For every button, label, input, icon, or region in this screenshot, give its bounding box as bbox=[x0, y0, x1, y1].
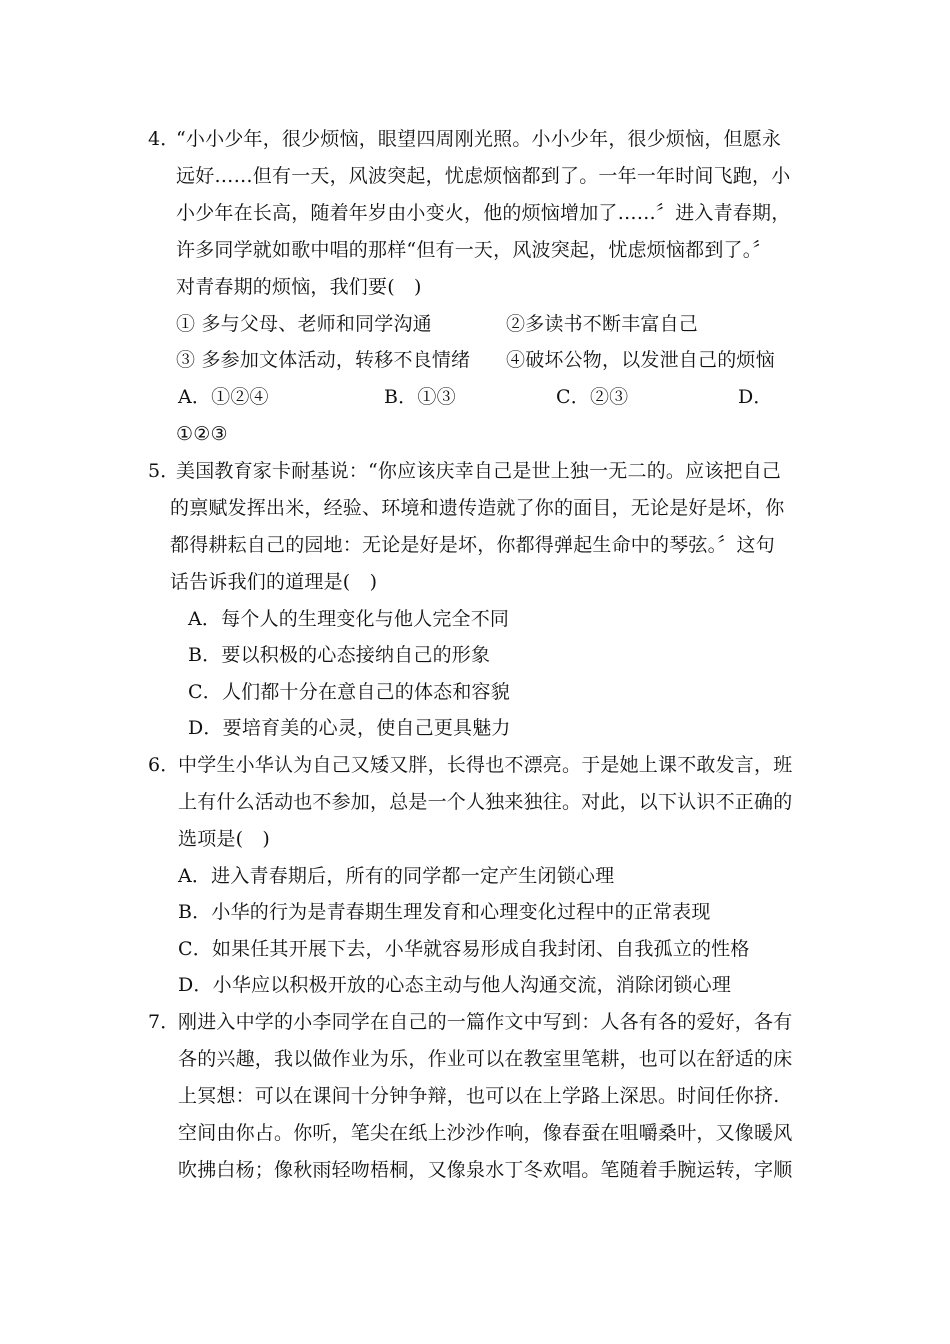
question-5-option-d: D．要培育美的心灵，使自己更具魅力 bbox=[188, 717, 511, 739]
question-4-item-4: ④破坏公物，以发泄自己的烦恼 bbox=[506, 349, 775, 371]
question-5-option-a: A．每个人的生理变化与他人完全不同 bbox=[188, 608, 510, 630]
question-5-option-c: C．人们都十分在意自己的体态和容貌 bbox=[188, 681, 510, 703]
question-7-number: 7． bbox=[148, 1011, 180, 1033]
question-4-option-b: B．①③ bbox=[384, 386, 456, 408]
question-6-stem-line-1: 中学生小华认为自己又矮又胖，长得也不漂亮。于是她上课不敢发言，班 bbox=[178, 754, 793, 776]
question-6-stem-line-2: 上有什么活动也不参加，总是一个人独来独往。对此，以下认识不正确的 bbox=[178, 791, 793, 813]
question-7-stem-line-1: 刚进入中学的小李同学在自己的一篇作文中写到：人各有各的爱好，各有 bbox=[178, 1011, 793, 1033]
question-7-stem-line-4: 空间由你占。你听，笔尖在纸上沙沙作响，像春蚕在咀嚼桑叶，又像暖风 bbox=[178, 1122, 793, 1144]
question-4-option-c: C．②③ bbox=[556, 386, 629, 408]
question-4-item-3: ③ 多参加文体活动，转移不良情绪 bbox=[176, 349, 471, 371]
question-6-option-d: D．小华应以积极开放的心态主动与他人沟通交流，消除闭锁心理 bbox=[178, 974, 732, 996]
question-4-stem-line-2: 远好……但有一天，风波突起，忧虑烦恼都到了。一年一年时间飞跑，小 bbox=[176, 165, 791, 187]
question-4-stem-line-5: 对青春期的烦恼，我们要( ) bbox=[176, 276, 422, 298]
question-5-stem-line-4: 话告诉我们的道理是( ) bbox=[170, 571, 378, 593]
question-4-option-d-continued: ①②③ bbox=[176, 423, 228, 445]
question-4-stem-line-3: 小少年在长高，随着年岁由小变火，他的烦恼增加了……〞进入青春期， bbox=[176, 202, 791, 224]
question-4-item-2: ②多读书不断丰富自己 bbox=[506, 313, 699, 335]
question-6-option-c: C．如果任其开展下去，小华就容易形成自我封闭、自我孤立的性格 bbox=[178, 938, 750, 960]
question-4-option-a: A．①②④ bbox=[178, 386, 269, 408]
question-5-stem-line-2: 的禀赋发挥出米，经验、环境和遗传造就了你的面目，无论是好是坏，你 bbox=[170, 497, 785, 519]
question-6-number: 6． bbox=[148, 754, 180, 776]
question-7-stem-line-5: 吹拂白杨；像秋雨轻吻梧桐，又像泉水丁冬欢唱。笔随着手腕运转，字顺 bbox=[178, 1159, 793, 1181]
question-5-number: 5． bbox=[148, 460, 180, 482]
question-7-stem-line-3: 上冥想：可以在课间十分钟争辩，也可以在上学路上深思。时间任你挤. bbox=[178, 1085, 780, 1107]
question-4-option-d: D． bbox=[738, 386, 773, 408]
question-4-stem-line-1: “小小少年，很少烦恼，眼望四周刚光照。小小少年，很少烦恼，但愿永 bbox=[176, 128, 782, 150]
question-4-stem-line-4: 许多同学就如歌中唱的那样“但有一天，风波突起，忧虑烦恼都到了。〞 bbox=[176, 239, 772, 261]
question-5-stem-line-3: 都得耕耘自己的园地：无论是好是坏，你都得弹起生命中的琴弦。〞这句 bbox=[170, 534, 775, 556]
question-6-stem-line-3: 选项是( ) bbox=[178, 828, 271, 850]
question-4-number: 4． bbox=[148, 128, 180, 150]
question-5-stem-line-1: 美国教育家卡耐基说：“你应该庆幸自己是世上独一无二的。应该把自己 bbox=[176, 460, 782, 482]
question-6-option-b: B．小华的行为是青春期生理发育和心理变化过程中的正常表现 bbox=[178, 901, 711, 923]
question-6-option-a: A．进入青春期后，所有的同学都一定产生闭锁心理 bbox=[178, 865, 615, 887]
question-7-stem-line-2: 各的兴趣，我以做作业为乐，作业可以在教室里笔耕，也可以在舒适的床 bbox=[178, 1048, 793, 1070]
question-4-item-1: ① 多与父母、老师和同学沟通 bbox=[176, 313, 432, 335]
question-5-option-b: B．要以积极的心态接纳自己的形象 bbox=[188, 644, 491, 666]
